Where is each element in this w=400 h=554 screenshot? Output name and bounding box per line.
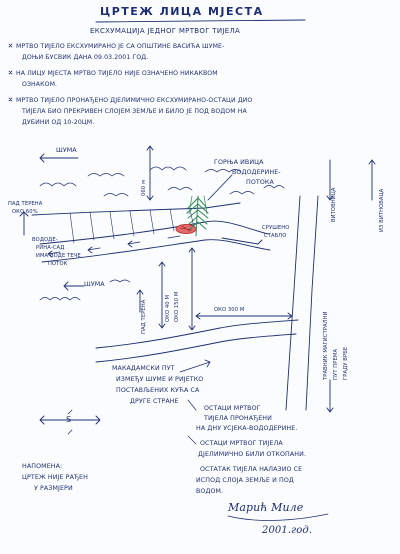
bottom-note-line: ДЈЕЛИМИЧНО БИЛИ ОТКОПАНИ.	[198, 451, 307, 458]
bullet-markers	[9, 44, 12, 101]
label-dried-2: СТАБЛО	[264, 233, 287, 239]
bottom-note-line: ОСТАЦИ МРТВОГ	[204, 405, 261, 412]
label-dist-300m: ОКО 300 М	[214, 307, 245, 313]
label-dried-1: СРУШЕНО	[262, 225, 290, 231]
label-road-right-3: ГРАДУ ВРБЕ	[343, 346, 349, 380]
bottom-note-line: ТИЈЕЛА ПРОНАЂЕНИ	[204, 415, 272, 422]
bottom-note-line: ОСТАЦИ МРТВОГ ТИЈЕЛА	[200, 440, 283, 447]
signature-flourish	[228, 514, 328, 520]
slope-arrow	[20, 212, 28, 235]
label-gully-2: РИНА-САД	[36, 245, 65, 251]
main-road-right-edge	[306, 196, 318, 410]
forest-arrow-left	[64, 282, 84, 290]
label-creek: ВОДОДЕРИНЕ-	[232, 169, 281, 176]
remark-heading: НАПОМЕНА:	[22, 463, 63, 470]
edge-pointer	[208, 175, 232, 200]
label-from-vitovac: ИЗ ВИТНОВАЦА	[379, 188, 385, 232]
bottom-note-line: ОСТАТАК ТИЈЕЛА НАЛАЗИО СЕ	[200, 466, 303, 473]
label-gully-3: ИМА ВОДЕ ТЕЧЕ	[36, 253, 81, 259]
label-road-3: ПОСТАВЉЕНИХ КУЋА СА	[116, 387, 200, 394]
macadam-road-lower	[96, 334, 296, 362]
label-upper-edge: ГОРЊА ИВИЦА	[214, 159, 264, 166]
label-gully-1: ВОДОДЕ-	[32, 237, 58, 243]
sketch-title: ЦРТЕЖ ЛИЦА МЈЕСТА	[100, 5, 264, 18]
gully-upper-edge	[32, 203, 240, 215]
remark-line: У РАЗМЈЕРИ	[34, 485, 73, 492]
label-gully-4: ПОТОК	[48, 261, 68, 267]
dim-150m-line	[189, 248, 195, 330]
sketch-subtitle: ЕКСХУМАЦИЈА ЈЕДНОГ МРТВОГ ТИЈЕЛА	[90, 27, 241, 35]
note-line: МРТВО ТИЈЕЛО ЕКСХУМИРАНО ЈЕ СА ОПШТИНЕ ВАСИЋА ШУМЕ-	[16, 43, 225, 50]
note-line: ДУБИНИ ОД 10-20ЦМ.	[22, 119, 95, 126]
macadam-road-upper	[96, 320, 298, 348]
label-forest-top: ШУМА	[56, 147, 77, 154]
label-terrain-fall: ПАД ТЕРЕНА	[141, 299, 147, 334]
to-town-arrow	[327, 380, 333, 412]
label-dist-60m: 060 м	[141, 180, 147, 196]
note-line: ДОЊИ БУСВИК ДАНА 09.03.2001 ГОД.	[22, 54, 149, 61]
bottom-note-line: ВОДОМ.	[196, 488, 224, 495]
label-slope: ПАД ТЕРЕНА	[8, 201, 43, 207]
road-arrows	[180, 360, 210, 372]
north-letter: S	[66, 415, 72, 424]
bottom-note-leaders	[188, 400, 196, 444]
note-line: ОЗНАКОМ.	[22, 81, 58, 88]
note-line: МРТВО ТИЈЕЛО ПРОНАЂЕНО ДЈЕЛИМИЧНО ЕКСХУМИРАНО-ОСТАЦИ ДИО	[16, 97, 253, 104]
dim-60m-line	[147, 146, 153, 200]
note-line: ТИЈЕЛА БИО ПРЕКРИВЕН СЛОЈЕМ ЗЕМЉЕ И БИЛО ЈЕ ПОД ВОДОМ НА	[22, 108, 247, 115]
gully-slope-hatching	[70, 209, 194, 243]
forest-arrow-top	[40, 154, 78, 162]
label-slope-value: ОКО 60%	[12, 209, 38, 215]
signature: Марић Миле	[228, 501, 304, 514]
label-road-2: ИЗМЕЂУ ШУМЕ И РИЈЕТКО	[116, 376, 204, 383]
title-underline	[96, 20, 305, 22]
remark-line: ЦРТЕЖ НИЈЕ РАЂЕН	[22, 474, 88, 481]
bottom-note-line: ИСПОД СЛОЈА ЗЕМЉЕ И ПОД	[196, 477, 294, 484]
label-creek-2: ПОТОКА	[246, 179, 274, 186]
label-dist-40m: ОКО 40 М	[165, 294, 171, 322]
label-road-right-2: ПУТ ПРЕМА	[333, 348, 339, 380]
label-road-right-1: ТРАВНИК МАГИСТРАЛНИ	[323, 311, 329, 380]
label-dist-150m: ОКО 150 М	[174, 291, 180, 322]
signature-year: 2001.год.	[262, 525, 313, 536]
label-forest-left: ШУМА	[84, 281, 105, 288]
bottom-note-line: НА ДНУ УСЈЕКА-ВОДОДЕРИНЕ.	[196, 425, 298, 432]
label-road-4: ДРУГЕ СТРАНЕ	[130, 398, 179, 405]
from-vitovac-arrow	[369, 160, 375, 200]
note-line: НА ЛИЦУ МЈЕСТА МРТВО ТИЈЕЛО НИЈЕ ОЗНАЧЕНО НИКАКВОМ	[16, 70, 218, 77]
label-to-vitovnica: ВИТОВНИЦА	[331, 187, 337, 222]
label-road-1: МАКАДАМСКИ ПУТ	[112, 365, 175, 372]
dim-300m-line	[196, 313, 292, 319]
